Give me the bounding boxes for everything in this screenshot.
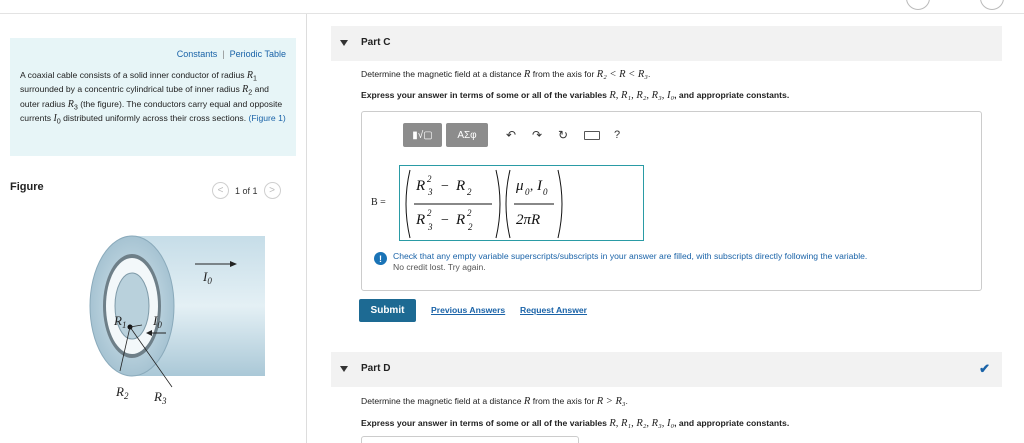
no-credit-line: No credit lost. Try again. <box>393 262 486 272</box>
undo-icon[interactable]: ↶ <box>505 128 517 142</box>
request-answer-link[interactable]: Request Answer <box>520 305 588 315</box>
express-vars: R, R₁, R₂, R₃, I₀ <box>609 90 675 101</box>
q-var: R <box>523 69 531 80</box>
var-r2: R <box>242 84 249 96</box>
q-condition: R > R₃ <box>596 396 626 407</box>
q-text-end: . <box>625 396 628 406</box>
num2-mu-sub: 0 <box>525 187 530 197</box>
part-c-title: Part C <box>361 37 391 48</box>
den1-r2-sub: 2 <box>468 222 473 232</box>
top-bar <box>0 0 1024 14</box>
link-separator: | <box>222 49 225 59</box>
num1-sup: 2 <box>427 174 432 184</box>
label-r1-sub: 1 <box>121 320 127 330</box>
express-vars: R, R₁, R₂, R₃, I₀ <box>609 418 675 429</box>
var-r3: R <box>67 98 74 110</box>
den1-minus: − <box>441 213 449 228</box>
q-text-mid: from the axis for <box>530 396 597 406</box>
left-column <box>0 14 307 443</box>
warning-text <box>393 251 867 273</box>
var-r2-sub: 2 <box>248 89 253 98</box>
label-r3-sub: 3 <box>161 396 167 406</box>
constants-links <box>177 49 286 59</box>
label-r2-sub: 2 <box>123 391 129 401</box>
warning-line: Check that any empty variable superscripts/subscripts in your answer are filled, with subscripts directly following the variable. <box>393 251 868 261</box>
math-toolbar <box>403 122 620 148</box>
label-i0-outer-sub: 0 <box>207 276 212 286</box>
num2-comma: , <box>530 178 534 193</box>
symbols-button[interactable]: ΑΣφ <box>446 123 488 147</box>
previous-answers-link[interactable]: Previous Answers <box>431 305 506 315</box>
part-d-answer-box[interactable] <box>361 436 579 443</box>
label-r3-base: R <box>154 389 162 404</box>
den1-sub: 3 <box>428 222 433 232</box>
label-r2-base: R <box>116 384 124 399</box>
num1-minus: − <box>441 179 449 194</box>
collapse-triangle-icon[interactable] <box>340 40 348 46</box>
den1-r: R <box>416 212 426 228</box>
q-text-pre: Determine the magnetic field at a distance <box>361 69 524 79</box>
submit-button[interactable]: Submit <box>359 299 416 322</box>
alert-icon: ! <box>374 252 387 265</box>
q-condition: R₂ < R < R₃ <box>596 69 648 80</box>
den2: 2πR <box>516 212 541 228</box>
warning-message <box>374 251 867 273</box>
coaxial-cable-figure <box>80 219 280 419</box>
part-d-question <box>361 396 628 407</box>
part-c-header[interactable] <box>331 26 1002 61</box>
intro-text-4: (the figure). The conductors carry equal and opposite currents <box>20 98 283 123</box>
num1-r2-sub: 2 <box>467 187 472 197</box>
intro-text-5: distributed uniformly across their cross sections. <box>60 112 249 123</box>
q-var: R <box>523 396 531 407</box>
top-circle-button[interactable] <box>906 0 930 10</box>
top-circle-button[interactable] <box>980 0 1004 10</box>
math-expression <box>400 166 645 242</box>
intro-text-3: and outer radius <box>20 84 269 109</box>
answer-label: B = <box>371 197 386 208</box>
express-pre: Express your answer in terms of some or all of the variables <box>361 90 610 100</box>
var-i0-sub: 0 <box>56 117 61 126</box>
express-end: , and appropriate constants. <box>674 418 790 428</box>
figure-count: 1 of 1 <box>235 185 258 196</box>
var-r1: R <box>246 70 254 81</box>
inner-conductor <box>115 273 149 339</box>
math-answer-field[interactable] <box>399 165 644 241</box>
part-c-question <box>361 69 650 80</box>
den1-r2-sup: 2 <box>467 208 472 218</box>
figure-title: Figure <box>10 181 44 193</box>
label-i0-outer-base: I <box>203 269 208 284</box>
intro-panel <box>10 38 296 156</box>
express-pre: Express your answer in terms of some or all of the variables <box>361 418 610 428</box>
num2-i-sub: 0 <box>543 187 548 197</box>
den1-r2: R <box>456 212 466 228</box>
intro-text-1: A coaxial cable consists of a solid inner conductor of radius <box>20 70 247 80</box>
var-r3-sub: 3 <box>73 103 78 112</box>
q-text-end: . <box>647 69 651 79</box>
constants-link[interactable]: Constants <box>176 49 218 59</box>
part-d-express <box>361 418 789 429</box>
var-r1-sub: 1 <box>253 74 257 83</box>
part-c-express <box>361 90 789 101</box>
problem-statement <box>20 70 288 127</box>
q-text-pre: Determine the magnetic field at a distance <box>361 396 524 406</box>
reset-icon[interactable]: ↻ <box>557 128 569 142</box>
collapse-triangle-icon[interactable] <box>340 366 348 372</box>
figure-pager <box>212 182 281 199</box>
express-end: , and appropriate constants. <box>674 90 790 100</box>
q-text-mid: from the axis for <box>530 69 597 79</box>
answer-box <box>361 111 982 291</box>
den1-sup: 2 <box>427 208 432 218</box>
num1-r: R <box>416 178 426 194</box>
label-r3 <box>153 389 167 406</box>
intro-text-2: surrounded by a concentric cylindrical tube of inner radius <box>20 84 243 95</box>
num1-sub: 3 <box>428 187 433 197</box>
num1-r2: R <box>456 178 466 194</box>
label-r2 <box>115 384 129 401</box>
var-i0: I <box>53 112 57 124</box>
label-i0-inner-base: I <box>153 313 158 328</box>
keyboard-icon[interactable] <box>584 131 600 140</box>
label-r1-base: R <box>114 313 122 328</box>
prev-figure-button[interactable]: < <box>212 182 229 199</box>
redo-icon[interactable]: ↷ <box>531 128 543 142</box>
num2-i: I <box>537 178 542 194</box>
part-d-title: Part D <box>361 363 391 374</box>
templates-button[interactable]: ▮√▢ <box>403 123 442 147</box>
part-d-header[interactable] <box>331 352 1002 387</box>
figure-link[interactable]: (Figure 1) <box>248 112 286 123</box>
checkmark-icon: ✔ <box>979 361 990 376</box>
label-i0-inner-sub: 0 <box>157 320 162 330</box>
num2-mu: μ <box>516 178 524 194</box>
next-figure-button[interactable]: > <box>264 182 281 199</box>
periodic-table-link[interactable]: Periodic Table <box>229 49 286 59</box>
help-button[interactable]: ? <box>614 129 621 141</box>
